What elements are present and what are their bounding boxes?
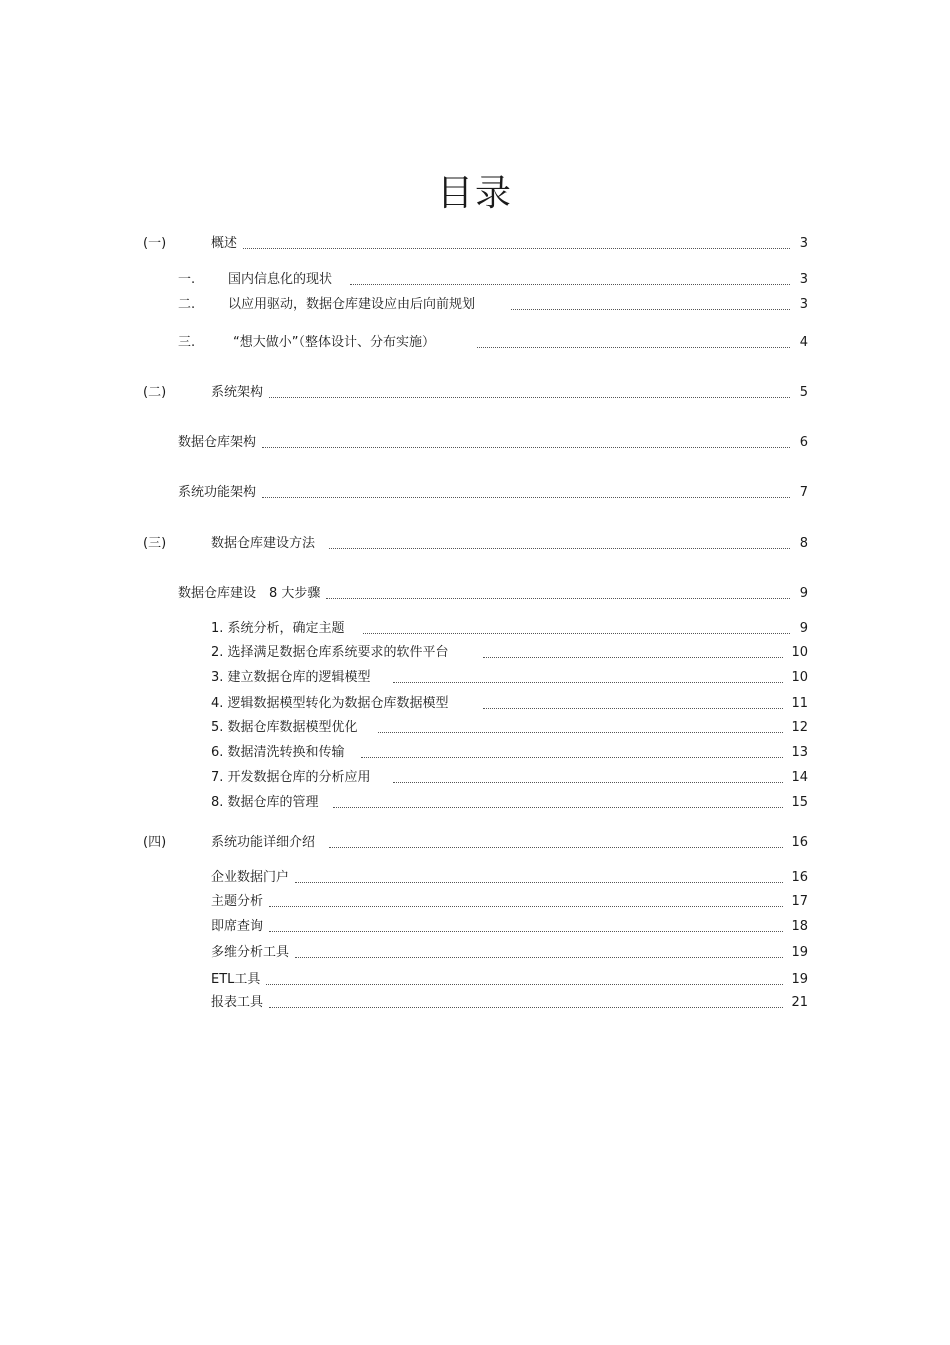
toc-entry-page: 19	[791, 972, 808, 987]
toc-leader-dots	[477, 333, 790, 348]
toc-entry[interactable]	[211, 917, 808, 937]
toc-leader-dots	[333, 793, 784, 808]
toc-entry-page: 12	[791, 720, 808, 735]
toc-entry-number: 二.	[178, 297, 196, 312]
toc-entry[interactable]	[143, 833, 808, 853]
toc-entry-number: (二)	[143, 385, 167, 400]
toc-entry-title: 6. 数据清洗转换和传输	[211, 745, 345, 760]
toc-entry-page: 17	[791, 894, 808, 909]
toc-entry-number: 一.	[178, 272, 196, 287]
toc-entry-page: 19	[791, 945, 808, 960]
toc-entry[interactable]	[211, 993, 808, 1013]
toc-entry-page: 16	[791, 835, 808, 850]
toc-entry-page: 15	[791, 795, 808, 810]
toc-entry-page: 7	[799, 485, 808, 500]
toc-leader-dots	[350, 270, 790, 285]
toc-entry[interactable]	[211, 892, 808, 912]
toc-entry-title: 报表工具	[211, 995, 264, 1010]
toc-entry-page: 4	[799, 335, 808, 350]
toc-entry[interactable]	[211, 793, 808, 813]
toc-leader-dots	[393, 668, 784, 683]
toc-leader-dots	[295, 943, 783, 958]
toc-entry-title: “想大做小”（整体设计、分布实施）	[233, 335, 435, 350]
toc-entry[interactable]	[211, 743, 808, 763]
toc-entry-title: 即席查询	[211, 919, 264, 934]
toc-leader-dots	[483, 643, 784, 658]
toc-entry[interactable]	[178, 483, 808, 503]
toc-entry-title: 4. 逻辑数据模型转化为数据仓库数据模型	[211, 696, 449, 711]
toc-entry[interactable]	[211, 943, 808, 963]
toc-entry[interactable]	[178, 295, 808, 315]
toc-entry-page: 6	[799, 435, 808, 450]
toc-leader-dots	[378, 718, 784, 733]
toc-leader-dots	[483, 694, 784, 709]
toc-entry-title: 以应用驱动，数据仓库建设应由后向前规划	[228, 297, 476, 312]
toc-leader-dots	[326, 584, 790, 599]
toc-entry-page: 9	[799, 621, 808, 636]
toc-entry-title: 3. 建立数据仓库的逻辑模型	[211, 670, 371, 685]
toc-entry-number: 三.	[178, 335, 196, 350]
toc-entry-title: 国内信息化的现状	[228, 272, 333, 287]
toc-entry-page: 3	[799, 272, 808, 287]
toc-entry-number: (四)	[143, 835, 167, 850]
toc-entry[interactable]	[211, 643, 808, 663]
toc-entry[interactable]	[211, 868, 808, 888]
toc-entry-page: 9	[799, 586, 808, 601]
toc-entry-title: 5. 数据仓库数据模型优化	[211, 720, 358, 735]
toc-entry-number: (一)	[143, 236, 167, 251]
toc-leader-dots	[266, 970, 783, 985]
toc-entry[interactable]	[211, 694, 808, 714]
toc-entry-title: ETL工具	[211, 972, 261, 987]
toc-entry-page: 3	[799, 236, 808, 251]
toc-entry-title: 1. 系统分析，确定主题	[211, 621, 345, 636]
toc-entry-title: 8. 数据仓库的管理	[211, 795, 319, 810]
toc-entry-page: 11	[791, 696, 808, 711]
toc-entry[interactable]	[178, 433, 808, 453]
toc-entry-page: 16	[791, 870, 808, 885]
toc-leader-dots	[511, 295, 790, 310]
toc-entry-page: 18	[791, 919, 808, 934]
toc-entry-page: 21	[791, 995, 808, 1010]
toc-leader-dots	[269, 892, 783, 907]
toc-entry-title: 数据仓库建设方法	[211, 536, 316, 551]
toc-entry-number: (三)	[143, 536, 167, 551]
toc-entry-title: 概述	[211, 236, 238, 251]
toc-entry-page: 13	[791, 745, 808, 760]
toc-entry-page: 3	[799, 297, 808, 312]
toc-leader-dots	[329, 534, 790, 549]
toc-entry-page: 5	[799, 385, 808, 400]
toc-entry-title: 主题分析	[211, 894, 264, 909]
toc-leader-dots	[269, 383, 790, 398]
toc-entry-title: 企业数据门户	[211, 870, 290, 885]
toc-entry-title: 2. 选择满足数据仓库系统要求的软件平台	[211, 645, 449, 660]
toc-entry[interactable]	[211, 970, 808, 990]
toc-leader-dots	[393, 768, 784, 783]
toc-entry-title: 系统功能详细介绍	[211, 835, 316, 850]
toc-entry[interactable]	[143, 234, 808, 254]
toc-leader-dots	[361, 743, 784, 758]
toc-entry[interactable]	[143, 383, 808, 403]
toc-entry-page: 10	[791, 670, 808, 685]
toc-entry[interactable]	[211, 768, 808, 788]
toc-entry-title: 数据仓库建设 8 大步骤	[178, 586, 321, 601]
toc-entry[interactable]	[178, 333, 808, 353]
toc-entry[interactable]	[178, 270, 808, 290]
toc-leader-dots	[262, 433, 790, 448]
toc-entry[interactable]	[211, 619, 808, 639]
toc-entry-title: 7. 开发数据仓库的分析应用	[211, 770, 371, 785]
toc-entry[interactable]	[211, 668, 808, 688]
toc-entry-title: 多维分析工具	[211, 945, 290, 960]
toc-entry-page: 14	[791, 770, 808, 785]
toc-leader-dots	[269, 917, 783, 932]
toc-entry-page: 8	[799, 536, 808, 551]
toc-entry-title: 系统架构	[211, 385, 264, 400]
toc-leader-dots	[269, 993, 783, 1008]
page-title: 目录	[436, 173, 513, 214]
toc-entry-title: 系统功能架构	[178, 485, 257, 500]
toc-leader-dots	[295, 868, 783, 883]
toc-entry[interactable]	[143, 534, 808, 554]
toc-leader-dots	[262, 483, 790, 498]
toc-entry-page: 10	[791, 645, 808, 660]
toc-leader-dots	[363, 619, 790, 634]
toc-entry-title: 数据仓库架构	[178, 435, 257, 450]
toc-leader-dots	[243, 234, 790, 249]
toc-entry[interactable]	[211, 718, 808, 738]
toc-entry[interactable]	[178, 584, 808, 604]
toc-leader-dots	[329, 833, 783, 848]
